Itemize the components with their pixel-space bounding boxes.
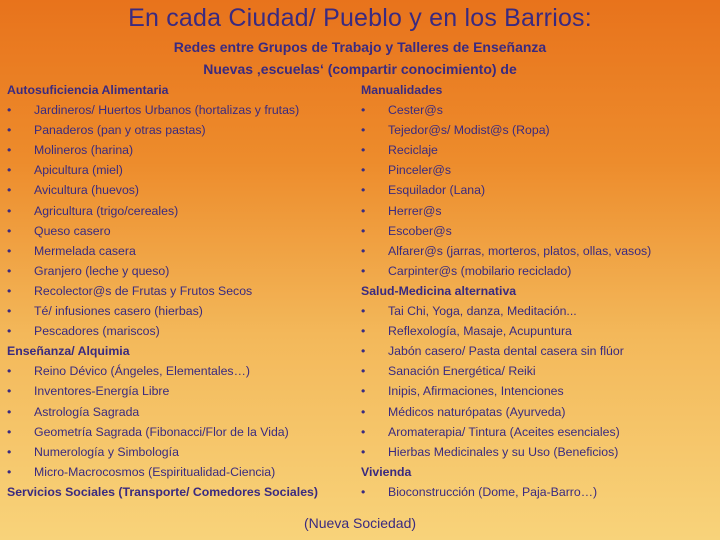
- bullet-icon: •: [7, 324, 12, 339]
- bullet-icon: •: [7, 183, 12, 198]
- page-title: En cada Ciudad/ Pueblo y en los Barrios:: [128, 4, 592, 32]
- bullet-icon: •: [7, 223, 12, 238]
- list-item: [361, 261, 716, 281]
- list-item-text: Pinceler@s: [388, 163, 452, 178]
- list-item-text: Geometría Sagrada (Fibonacci/Flor de la Vida): [34, 424, 289, 439]
- section-heading: Enseñanza/ Alquimia: [7, 344, 130, 359]
- bullet-icon: •: [361, 183, 366, 198]
- list-item: [361, 402, 716, 422]
- list-item: [7, 301, 352, 321]
- list-item: [361, 160, 716, 180]
- footer-caption: (Nueva Sociedad): [303, 515, 417, 531]
- list-item: [7, 180, 352, 200]
- list-item-text: Reino Dévico (Ángeles, Elementales…): [34, 364, 250, 379]
- list-item: [7, 281, 352, 301]
- bullet-icon: •: [361, 263, 366, 278]
- list-item: [7, 201, 352, 221]
- bullet-icon: •: [7, 103, 12, 118]
- list-item-text: Sanación Energética/ Reiki: [388, 364, 536, 379]
- bullet-icon: •: [7, 444, 12, 459]
- bullet-icon: •: [361, 484, 366, 499]
- list-item-text: Alfarer@s (jarras, morteros, platos, ollas, vasos): [388, 243, 652, 258]
- list-item-text: Reflexología, Masaje, Acupuntura: [388, 324, 572, 339]
- list-item-text: Reciclaje: [388, 143, 438, 158]
- bullet-icon: •: [361, 444, 366, 459]
- section-autosuficiencia-alimentaria: [7, 80, 352, 341]
- list-item: [361, 180, 716, 200]
- bullet-list: [361, 482, 716, 502]
- list-item: [361, 482, 716, 502]
- list-item-text: Médicos naturópatas (Ayurveda): [388, 404, 566, 419]
- list-item-text: Granjero (leche y queso): [34, 263, 170, 278]
- subtitle-line-2: Nuevas ‚escuelas‘ (compartir conocimiento) de: [203, 61, 517, 77]
- list-item-text: Micro-Macrocosmos (Espiritualidad-Ciencia): [34, 464, 276, 479]
- list-item-text: Queso casero: [34, 223, 111, 238]
- section-heading: Salud-Medicina alternativa: [361, 283, 517, 298]
- bullet-icon: •: [7, 464, 12, 479]
- list-item: [7, 100, 352, 120]
- list-item-text: Bioconstrucción (Dome, Paja-Barro…): [388, 484, 598, 499]
- bullet-icon: •: [7, 304, 12, 319]
- list-item-text: Jabón casero/ Pasta dental casera sin flúor: [388, 344, 624, 359]
- section-heading: Manualidades: [361, 83, 443, 97]
- bullet-icon: •: [361, 223, 366, 238]
- list-item-text: Mermelada casera: [34, 243, 136, 258]
- bullet-icon: •: [361, 203, 366, 218]
- bullet-list: [361, 301, 716, 462]
- bullet-list: [7, 361, 352, 482]
- list-item-text: Escober@s: [388, 223, 452, 238]
- bullet-icon: •: [361, 143, 366, 158]
- bullet-icon: •: [361, 384, 366, 399]
- list-item-text: Tai Chi, Yoga, danza, Meditación...: [388, 304, 577, 319]
- list-item: [361, 120, 716, 140]
- bullet-icon: •: [7, 384, 12, 399]
- list-item: [361, 422, 716, 442]
- bullet-icon: •: [361, 243, 366, 258]
- bullet-list: [7, 100, 352, 341]
- list-item: [361, 442, 716, 462]
- list-item-text: Esquilador (Lana): [388, 183, 486, 198]
- section-manualidades: [361, 80, 716, 281]
- bullet-icon: •: [7, 163, 12, 178]
- list-item-text: Apicultura (miel): [34, 163, 123, 178]
- list-item-text: Cester@s: [388, 103, 443, 118]
- bullet-icon: •: [7, 143, 12, 158]
- bullet-icon: •: [7, 243, 12, 258]
- section-heading: Servicios Sociales (Transporte/ Comedores Sociales): [7, 484, 318, 499]
- list-item: [361, 301, 716, 321]
- list-item: [361, 321, 716, 341]
- bullet-icon: •: [361, 404, 366, 419]
- list-item: [7, 140, 352, 160]
- right-column: [361, 80, 716, 502]
- bullet-icon: •: [361, 103, 366, 118]
- list-item: [361, 241, 716, 261]
- bullet-icon: •: [7, 263, 12, 278]
- bullet-icon: •: [361, 304, 366, 319]
- bullet-icon: •: [361, 344, 366, 359]
- section-heading: Vivienda: [361, 464, 412, 479]
- list-item: [361, 361, 716, 381]
- list-item: [7, 261, 352, 281]
- list-item-text: Avicultura (huevos): [34, 183, 140, 198]
- list-item-text: Inipis, Afirmaciones, Intenciones: [388, 384, 564, 399]
- list-item-text: Aromaterapia/ Tintura (Aceites esenciales): [388, 424, 620, 439]
- bullet-icon: •: [361, 123, 366, 138]
- list-item-text: Recolector@s de Frutas y Frutos Secos: [34, 283, 253, 298]
- list-item-text: Panaderos (pan y otras pastas): [34, 123, 206, 138]
- section-vivienda: [361, 462, 716, 502]
- section-salud-medicina-alternativa: [361, 281, 716, 462]
- section-heading: Autosuficiencia Alimentaria: [7, 83, 169, 97]
- list-item: [7, 381, 352, 401]
- list-item: [7, 462, 352, 482]
- list-item-text: Hierbas Medicinales y su Uso (Beneficios): [388, 444, 619, 459]
- list-item-text: Té/ infusiones casero (hierbas): [34, 304, 203, 319]
- list-item: [7, 422, 352, 442]
- list-item: [361, 201, 716, 221]
- bullet-icon: •: [361, 163, 366, 178]
- bullet-icon: •: [7, 404, 12, 419]
- list-item-text: Carpinter@s (mobilario reciclado): [388, 263, 572, 278]
- bullet-icon: •: [361, 324, 366, 339]
- list-item-text: Jardineros/ Huertos Urbanos (hortalizas y frutas): [34, 103, 300, 118]
- list-item: [7, 442, 352, 462]
- list-item: [361, 381, 716, 401]
- list-item-text: Inventores-Energía Libre: [34, 384, 170, 399]
- list-item: [361, 221, 716, 241]
- list-item: [7, 361, 352, 381]
- list-item-text: Numerología y Simbología: [34, 444, 179, 459]
- list-item: [7, 321, 352, 341]
- left-column: [7, 80, 352, 502]
- list-item-text: Agricultura (trigo/cereales): [34, 203, 179, 218]
- bullet-icon: •: [7, 283, 12, 298]
- bullet-icon: •: [7, 364, 12, 379]
- section-servicios-sociales-transporte-comedores-: [7, 482, 352, 502]
- bullet-list: [361, 100, 716, 281]
- list-item: [7, 160, 352, 180]
- list-item-text: Herrer@s: [388, 203, 442, 218]
- section-ensenanza-alquimia: [7, 341, 352, 482]
- bullet-icon: •: [7, 424, 12, 439]
- list-item: [361, 140, 716, 160]
- list-item-text: Molineros (harina): [34, 143, 134, 158]
- bullet-icon: •: [361, 424, 366, 439]
- list-item: [7, 120, 352, 140]
- bullet-icon: •: [7, 203, 12, 218]
- list-item: [7, 221, 352, 241]
- list-item: [7, 402, 352, 422]
- bullet-icon: •: [361, 364, 366, 379]
- list-item: [361, 100, 716, 120]
- list-item: [7, 241, 352, 261]
- list-item-text: Tejedor@s/ Modist@s (Ropa): [388, 123, 550, 138]
- bullet-icon: •: [7, 123, 12, 138]
- list-item-text: Pescadores (mariscos): [34, 324, 160, 339]
- list-item: [361, 341, 716, 361]
- subtitle-line-1: Redes entre Grupos de Trabajo y Talleres de Enseñanza: [173, 39, 547, 55]
- list-item-text: Astrología Sagrada: [34, 404, 140, 419]
